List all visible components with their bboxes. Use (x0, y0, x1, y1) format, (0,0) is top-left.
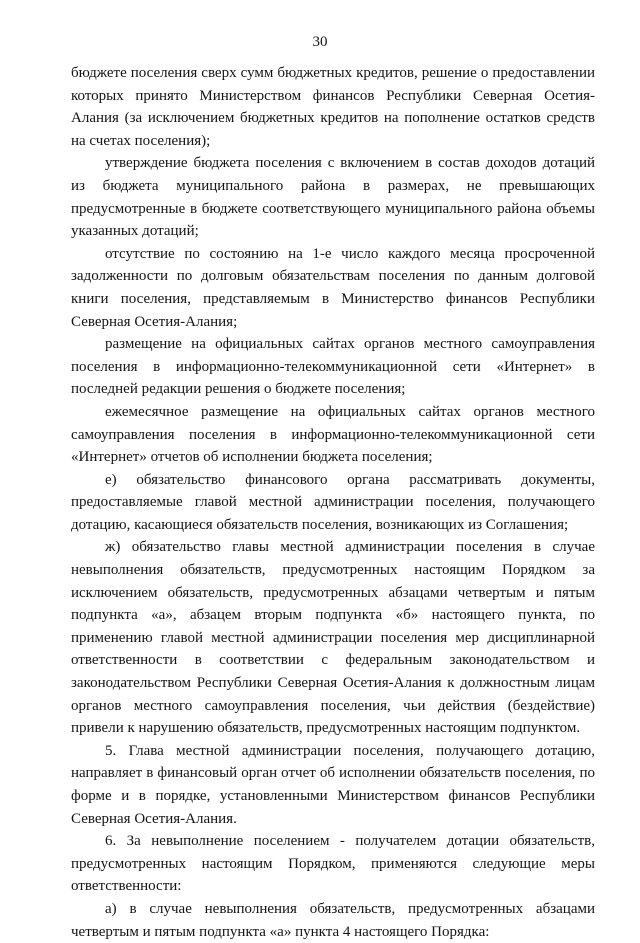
document-body (71, 62, 595, 943)
paragraph: утверждение бюджета поселения с включением в состав доходов дотаций из бюджета муниципального района в размерах, не превышающих предусмотренные в бюджете соответствующего муниципального района объемы указанных дотаций; (71, 155, 595, 240)
paragraph: е) обязательство финансового органа рассматривать документы, предоставляемые главой местной администрации поселения, получающего дотацию, касающиеся обязательств поселения, возникающих из Соглашения; (71, 471, 595, 533)
paragraph: 5. Глава местной администрации поселения, получающего дотацию, направляет в финансовый орган отчет об исполнении обязательств поселения, по форме и в порядке, установленными Министерством финансов Республики Северная Осетия-Алания. (71, 742, 595, 827)
page-number: 30 (312, 34, 328, 50)
paragraph: отсутствие по состоянию на 1-е число каждого месяца просроченной задолженности по долговым обязательствам поселения по данным долговой книги поселения, представляемым в Министерство финансов Республики Северная Осетия-Алания; (71, 245, 595, 330)
paragraph: ежемесячное размещение на официальных сайтах органов местного самоуправления поселения в информационно-телекоммуникационной сети «Интернет» отчетов об исполнении бюджета поселения; (71, 403, 595, 466)
paragraph: размещение на официальных сайтах органов местного самоуправления поселения в информационно-телекоммуникационной сети «Интернет» в последней редакции решения о бюджете поселения; (71, 336, 595, 398)
paragraph: бюджете поселения сверх сумм бюджетных кредитов, решение о предоставлении которых принято Министерством финансов Республики Северная Осетия-Алания (за исключением бюджетных кредитов на пополнение остатков средств на счетах поселения); (71, 65, 595, 149)
paragraph: а) в случае невыполнения обязательств, предусмотренных абзацами четвертым и пятым подпункта «а» пункта 4 настоящего Порядка: (71, 900, 595, 940)
paragraph: 6. За невыполнение поселением - получателем дотации обязательств, предусмотренных настоящим Порядком, применяются следующие меры ответственности: (71, 833, 595, 895)
paragraph: ж) обязательство главы местной администрации поселения в случае невыполнения обязательств, предусмотренных настоящим Порядком за исключением обязательств, предусмотренных абзацами четвертым и пятым подпункта «а», абзацем вторым подпункта «б» настоящего пункта, по применению главой местной администрации поселения мер дисциплинарной ответственности в соответствии с федеральным законодательством и законодательством Республики Северная Осетия-Алания к должностным лицам органов местного самоуправления поселения, чьи действия (бездействие) привели к нарушению обязательств, предусмотренных настоящим подпунктом. (71, 539, 595, 737)
